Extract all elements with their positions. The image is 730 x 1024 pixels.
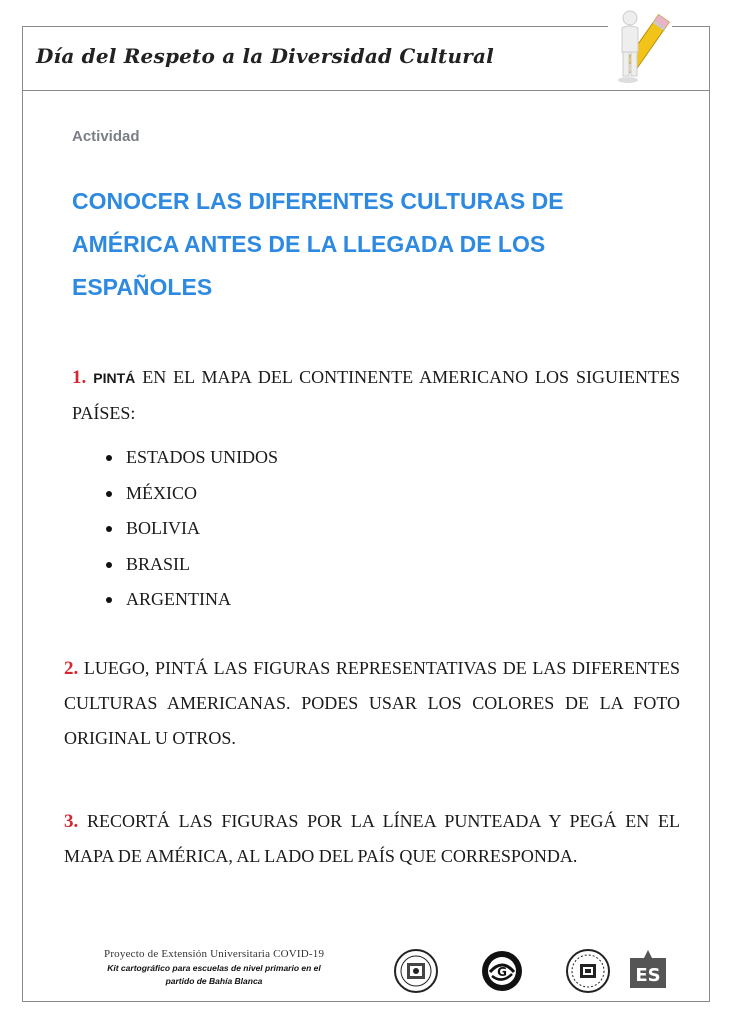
list-item: BRASIL <box>126 547 278 583</box>
school-logo-text: ES <box>635 965 661 986</box>
instruction-2 <box>64 651 680 756</box>
footer-kit-line: partido de Bahía Blanca <box>165 976 263 986</box>
instruction-1 <box>72 360 680 431</box>
institution-seal-icon <box>393 948 439 994</box>
footer-kit-line: Kit cartográfico para escuelas de nivel primario en el <box>107 963 321 973</box>
geography-department-logo-icon <box>480 948 524 994</box>
list-item: MÉXICO <box>126 476 278 512</box>
instruction-text: RECORTÁ LAS FIGURAS POR LA LÍNEA PUNTEADA Y PEGÁ EN EL MAPA DE AMÉRICA, AL LADO DEL PAÍS QUE CORRESPONDA. <box>64 811 681 866</box>
instruction-lead: PINTÁ <box>93 370 136 386</box>
heading-line: AMÉRICA ANTES DE LA LLEGADA DE LOS <box>72 231 546 257</box>
instruction-text: LUEGO, PINTÁ LAS FIGURAS REPRESENTATIVAS DE LAS DIFERENTES CULTURAS AMERICANAS. PODES USAR LOS COLORES DE LA FOTO ORIGINAL U OTROS. <box>64 658 680 748</box>
pencil-mascot-icon <box>608 6 672 88</box>
instruction-number: 2. <box>64 658 79 679</box>
header-divider <box>22 90 710 91</box>
footer-project: Proyecto de Extensión Universitaria COVID-19 <box>104 948 325 960</box>
instruction-text: EN EL MAPA DEL CONTINENTE AMERICANO LOS SIGUIENTES PAÍSES: <box>72 367 681 423</box>
header-title: Día del Respeto a la Diversidad Cultural <box>36 44 494 68</box>
footer-kit <box>104 962 324 988</box>
university-seal-icon <box>565 948 611 994</box>
heading-line: CONOCER LAS DIFERENTES CULTURAS DE <box>72 188 564 214</box>
list-item: ARGENTINA <box>126 582 278 618</box>
country-list <box>126 440 278 618</box>
list-item: ESTADOS UNIDOS <box>126 440 278 476</box>
activity-label: Actividad <box>72 128 140 145</box>
list-item: BOLIVIA <box>126 511 278 547</box>
instruction-number: 3. <box>64 811 79 832</box>
school-logo-icon <box>626 948 670 994</box>
instruction-3 <box>64 804 680 874</box>
instruction-number: 1. <box>72 367 87 388</box>
heading-line: ESPAÑOLES <box>72 274 213 300</box>
svg-text:G: G <box>497 965 507 979</box>
activity-heading <box>72 180 672 309</box>
